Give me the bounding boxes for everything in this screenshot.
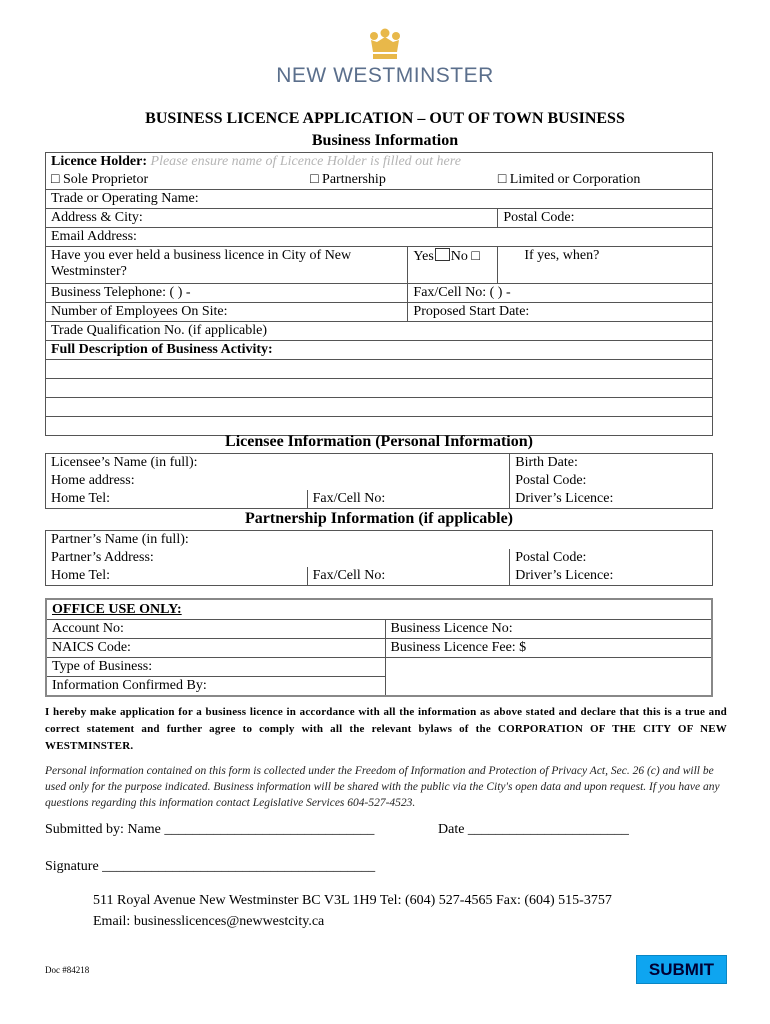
licence-fee-field[interactable]: Business Licence Fee: $ — [385, 639, 712, 658]
logo-text: NEW WESTMINSTER — [276, 64, 494, 87]
business-info-table — [45, 152, 713, 436]
footer-address: 511 Royal Avenue New Westminster BC V3L 1H9 Tel: (604) 527-4565 Fax: (604) 515-3757 — [93, 893, 612, 908]
office-blank-cell — [385, 658, 712, 697]
naics-code-field[interactable]: NAICS Code: — [46, 639, 385, 658]
licence-holder-field[interactable]: Please ensure name of Licence Holder is filled out here — [150, 154, 461, 169]
licence-no-field[interactable]: Business Licence No: — [385, 620, 712, 639]
description-line[interactable] — [46, 398, 713, 417]
city-logo — [0, 28, 770, 88]
trade-qualification-field[interactable]: Trade Qualification No. (if applicable) — [46, 322, 713, 341]
held-licence-question: Have you ever held a business licence in City of New Westminster? — [46, 247, 408, 284]
address-city-field[interactable]: Address & City: — [46, 209, 498, 228]
partner-fax-field[interactable]: Fax/Cell No: — [307, 567, 510, 586]
partner-name-field[interactable]: Partner’s Name (in full): — [46, 531, 713, 550]
start-date-field[interactable]: Proposed Start Date: — [408, 303, 713, 322]
partner-postal-code-field[interactable]: Postal Code: — [510, 549, 713, 567]
partnership-table — [45, 530, 713, 586]
description-label: Full Description of Business Activity: — [46, 341, 713, 360]
submitted-by-field[interactable]: Submitted by: Name ______________________________ — [45, 822, 375, 837]
partnership-option[interactable]: □ Partnership — [305, 171, 498, 190]
date-field[interactable]: Date _______________________ — [438, 822, 629, 837]
account-no-field[interactable]: Account No: — [46, 620, 385, 639]
partner-drivers-licence-field[interactable]: Driver’s Licence: — [510, 567, 713, 586]
confirmed-by-field[interactable]: Information Confirmed By: — [46, 677, 385, 697]
licensee-postal-code-field[interactable]: Postal Code: — [510, 472, 713, 490]
licensee-heading: Licensee Information (Personal Information) — [225, 433, 533, 450]
email-field[interactable]: Email Address: — [46, 228, 713, 247]
employees-field[interactable]: Number of Employees On Site: — [46, 303, 408, 322]
partner-address-field[interactable]: Partner’s Address: — [46, 549, 510, 567]
form-title: BUSINESS LICENCE APPLICATION – OUT OF TOWN BUSINESS — [145, 110, 625, 127]
drivers-licence-field[interactable]: Driver’s Licence: — [510, 490, 713, 509]
office-use-heading: OFFICE USE ONLY: — [46, 599, 712, 620]
licence-holder-label: Licence Holder: — [51, 154, 148, 169]
description-line[interactable] — [46, 379, 713, 398]
signature-field[interactable]: Signature _______________________________________ — [45, 859, 376, 874]
licensee-fax-field[interactable]: Fax/Cell No: — [307, 490, 510, 509]
held-licence-choice[interactable] — [408, 247, 498, 284]
home-tel-field[interactable]: Home Tel: — [46, 490, 308, 509]
if-yes-when-field[interactable]: If yes, when? — [498, 247, 713, 284]
office-use-table — [45, 598, 713, 697]
no-label[interactable]: No □ — [450, 249, 480, 264]
partnership-heading: Partnership Information (if applicable) — [245, 510, 513, 527]
declaration-text: I hereby make application for a business licence in accordance with all the information as above stated and declare that this is a true and correct statement and further agree to comply with all the relevant bylaws of the CORPORATION OF THE CITY OF NEW WESTMINSTER. — [45, 706, 727, 752]
description-line[interactable] — [46, 360, 713, 379]
home-address-field[interactable]: Home address: — [46, 472, 510, 490]
postal-code-field[interactable]: Postal Code: — [498, 209, 713, 228]
doc-number: Doc #84218 — [45, 965, 90, 975]
privacy-notice: Personal information contained on this form is collected under the Freedom of Information and Protection of Privacy Act, Sec. 26 (c) and will be used only for the purpose indicated. Business information will be shared with the public via the City's open data and upon request. If you have any questions regarding this information contact Legislative Services 604-527-4523. — [45, 765, 720, 809]
licensee-name-field[interactable]: Licensee’s Name (in full): — [46, 454, 510, 473]
licensee-table — [45, 453, 713, 509]
crown-icon — [367, 28, 403, 62]
fax-cell-field[interactable]: Fax/Cell No: ( ) - — [408, 284, 713, 303]
business-type-field[interactable]: Type of Business: — [46, 658, 385, 677]
birth-date-field[interactable]: Birth Date: — [510, 454, 713, 473]
limited-corporation-option[interactable]: □ Limited or Corporation — [498, 171, 713, 190]
sole-proprietor-option[interactable]: □ Sole Proprietor — [46, 171, 306, 190]
yes-label: Yes — [413, 249, 434, 264]
trade-name-field[interactable]: Trade or Operating Name: — [46, 190, 713, 209]
yes-checkbox[interactable] — [435, 248, 450, 261]
business-telephone-field[interactable]: Business Telephone: ( ) - — [46, 284, 408, 303]
partner-home-tel-field[interactable]: Home Tel: — [46, 567, 308, 586]
submit-button[interactable]: SUBMIT — [636, 955, 727, 984]
footer-email: Email: businesslicences@newwestcity.ca — [93, 914, 325, 929]
form-subtitle: Business Information — [311, 132, 459, 149]
